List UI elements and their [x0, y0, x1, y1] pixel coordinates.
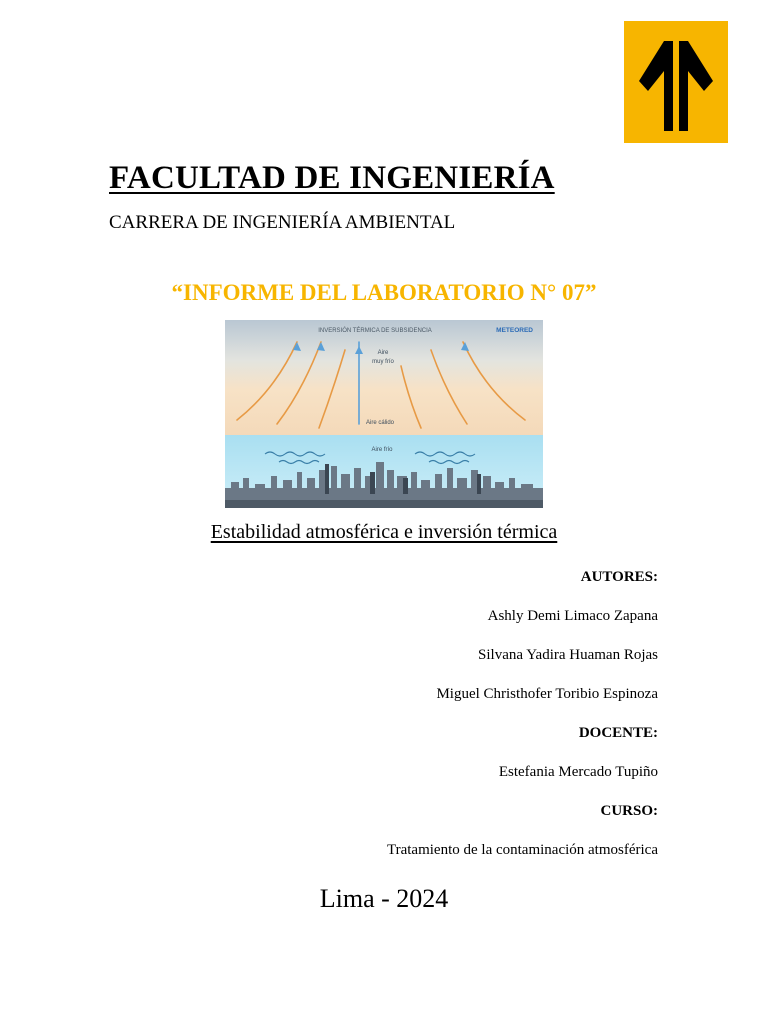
university-logo — [624, 21, 728, 143]
authors-label: AUTORES: — [580, 569, 658, 585]
figure-brand: METEORED — [496, 327, 533, 334]
report-subtitle: Estabilidad atmosférica e inversión térmica — [210, 521, 558, 543]
course-name: Tratamiento de la contaminación atmosférica — [386, 842, 658, 858]
label-cold-top-1: Aire — [377, 350, 389, 356]
up-arrow-logo-icon — [624, 21, 728, 143]
author-name: Miguel Christhofer Toribio Espinoza — [436, 686, 658, 702]
report-title: “INFORME DEL LABORATORIO N° 07” — [171, 280, 597, 305]
teacher-label: DOCENTE: — [578, 725, 658, 741]
career-name: CARRERA DE INGENIERÍA AMBIENTAL — [109, 212, 456, 233]
author-name: Silvana Yadira Huaman Rojas — [478, 647, 658, 663]
teacher-name: Estefania Mercado Tupiño — [498, 764, 658, 780]
label-cold-bottom: Aire frío — [371, 447, 393, 453]
course-label: CURSO: — [600, 803, 658, 819]
figure-title: INVERSIÓN TÉRMICA DE SUBSIDENCIA — [318, 328, 432, 334]
thermal-inversion-illustration — [225, 320, 543, 508]
label-cold-top-2: muy frío — [372, 359, 394, 365]
city-year: Lima - 2024 — [319, 884, 449, 913]
label-warm-air: Aire cálido — [365, 420, 395, 426]
author-name: Ashly Demi Limaco Zapana — [487, 608, 658, 624]
faculty-title: FACULTAD DE INGENIERÍA — [109, 160, 555, 196]
